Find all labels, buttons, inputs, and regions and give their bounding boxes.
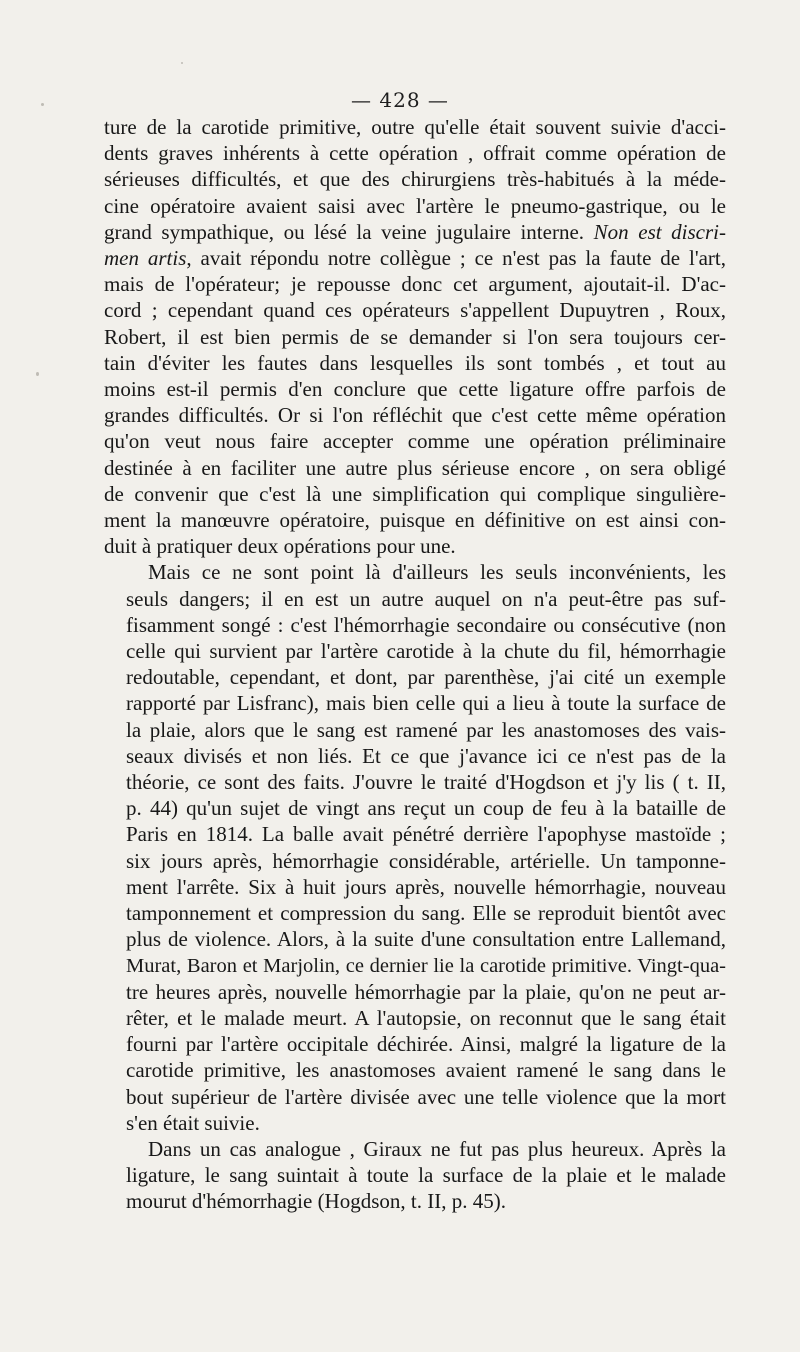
text-line: rêter, et le malade meurt. A l'autopsie, on reconnut que le sang était xyxy=(126,1005,726,1030)
paragraph-2 xyxy=(104,559,726,1135)
text-line: la plaie, alors que le sang est ramené par les anastomoses des vais- xyxy=(126,717,726,742)
text-line: de convenir que c'est là une simplification qui complique singulière- xyxy=(104,481,726,506)
page-number-header: — 428 — xyxy=(351,88,449,112)
text-line: plus de violence. Alors, à la suite d'une consultation entre Lallemand, xyxy=(126,927,726,952)
paper-speck xyxy=(36,372,39,376)
text-line: cine opératoire avaient saisi avec l'artère le pneumo-gastrique, ou le xyxy=(104,193,726,218)
text-line: Paris en 1814. La balle avait pénétré derrière l'apophyse mastoïde ; xyxy=(126,822,726,847)
text-line: fisamment songé : c'est l'hémorrhagie secondaire ou consécutive (non xyxy=(126,612,726,637)
paragraph-3 xyxy=(104,1136,726,1215)
text-line: tain d'éviter les fautes dans lesquelles ils sont tombés , et tout au xyxy=(104,350,726,375)
text-line: bout supérieur de l'artère divisée avec une telle violence que la mort xyxy=(126,1084,726,1109)
text-line: ment l'arrête. Six à huit jours après, nouvelle hémorrhagie, nouveau xyxy=(126,874,726,899)
text-line: fourni par l'artère occipitale déchirée. Ainsi, malgré la ligature de la xyxy=(126,1032,726,1057)
text-line: ligature, le sang suintait à toute la surface de la plaie et le malade xyxy=(126,1163,726,1188)
text-line: p. 44) qu'un sujet de vingt ans reçut un coup de feu à la bataille de xyxy=(126,796,726,821)
text-line: cord ; cependant quand ces opérateurs s'appellent Dupuytren , Roux, xyxy=(104,298,726,323)
text-line: destinée à en faciliter une autre plus sérieuse encore , on sera obligé xyxy=(104,455,726,480)
paper-speck xyxy=(181,62,183,64)
text-line: sérieuses difficultés, et que des chirurgiens très-habitués à la méde- xyxy=(104,167,726,192)
text-line: seaux divisés et non liés. Et ce que j'avance ici ce n'est pas de la xyxy=(126,743,726,768)
body-text xyxy=(104,114,726,1215)
text-line: redoutable, cependant, et dont, par parenthèse, j'ai cité un exemple xyxy=(126,665,726,690)
italic-phrase: Non est discri- xyxy=(593,219,726,244)
text-line-with-italic: grand sympathique, ou lésé la veine jugulaire interne. Non est discri- xyxy=(104,219,726,244)
text-line: grandes difficultés. Or si l'on réfléchit que c'est cette même opération xyxy=(104,403,726,428)
text-line: rapporté par Lisfranc), mais bien celle qui a lieu à toute la surface de xyxy=(126,691,726,716)
text-line: Dans un cas analogue , Giraux ne fut pas plus heureux. Après la xyxy=(148,1136,726,1161)
text-line: mais de l'opérateur; je repousse donc cet argument, ajoutait-il. D'ac- xyxy=(104,272,726,297)
text-line: s'en était suivie. xyxy=(126,1110,260,1135)
text-line: Murat, Baron et Marjolin, ce dernier lie la carotide primitive. Vingt-qua- xyxy=(126,954,726,977)
text-line: Mais ce ne sont point là d'ailleurs les seuls inconvénients, les xyxy=(148,560,726,585)
text-line: ment la manœuvre opératoire, puisque en définitive on est ainsi con- xyxy=(104,508,726,533)
text-line: ture de la carotide primitive, outre qu'elle était souvent suivie d'acci- xyxy=(104,115,726,139)
text-line-with-italic: men artis, avait répondu notre collègue ; ce n'est pas la faute de l'art, xyxy=(104,246,726,271)
paragraph-1 xyxy=(104,114,726,559)
text-line: moins est-il permis d'en conclure que cette ligature offre parfois de xyxy=(104,377,726,402)
text-line: théorie, ce sont des faits. J'ouvre le traité d'Hogdson et j'y lis ( t. II, xyxy=(126,770,726,795)
text-line: seuls dangers; il en est un autre auquel on n'a peut-être pas suf- xyxy=(126,586,726,611)
text-line: Robert, il est bien permis de se demander si l'on sera toujours cer- xyxy=(104,324,726,349)
italic-phrase: men artis xyxy=(104,246,187,271)
text-line: carotide primitive, les anastomoses avaient ramené le sang dans le xyxy=(126,1058,726,1083)
text-line: dents graves inhérents à cette opération , offrait comme opération de xyxy=(104,141,726,166)
text-line: qu'on veut nous faire accepter comme une opération préliminaire xyxy=(104,429,726,454)
text-line: six jours après, hémorrhagie considérable, artérielle. Un tamponne- xyxy=(126,848,726,873)
text-line: tre heures après, nouvelle hémorrhagie par la plaie, qu'on ne peut ar- xyxy=(126,979,726,1004)
text-line: celle qui survient par l'artère carotide à la chute du fil, hémorrhagie xyxy=(126,639,726,664)
text-line: mourut d'hémorrhagie (Hogdson, t. II, p. 45). xyxy=(126,1189,506,1214)
text-line: duit à pratiquer deux opérations pour une. xyxy=(104,534,456,559)
text-line: tamponnement et compression du sang. Elle se reproduit bientôt avec xyxy=(126,901,726,926)
